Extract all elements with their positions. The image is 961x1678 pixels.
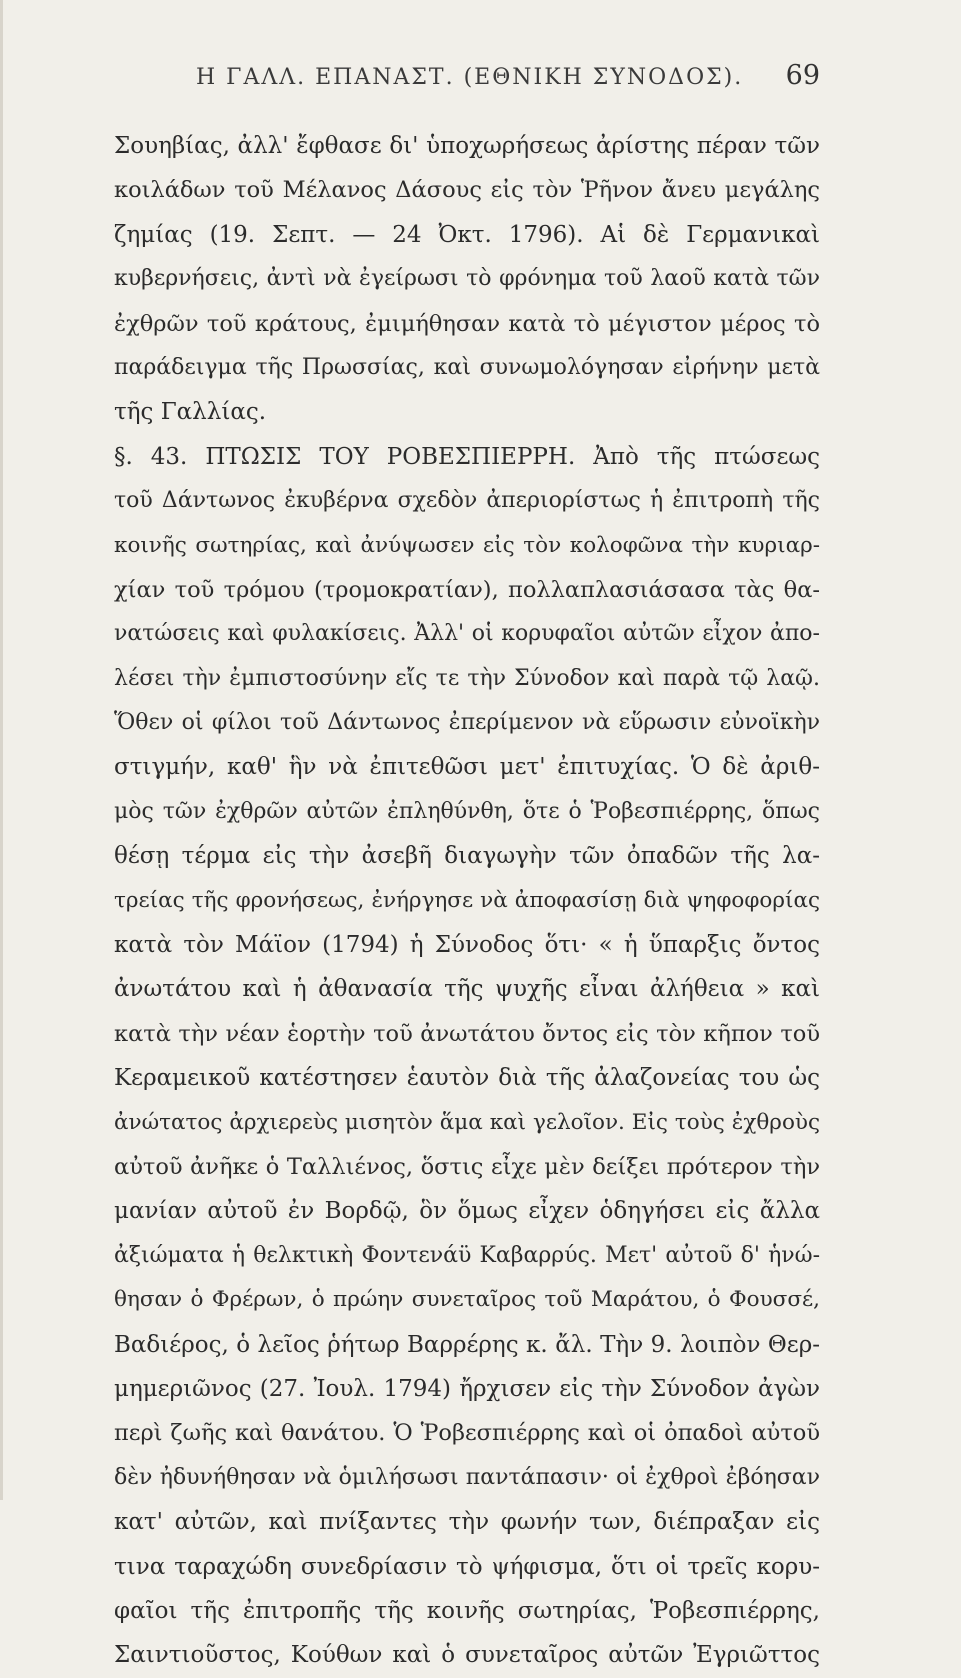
text-line: αὐτοῦ ἀνῆκε ὁ Ταλλιένος, ὅστις εἶχε μὲν δείξει πρότερον τὴν [114, 1153, 820, 1180]
text-line: στιγμήν, καθ' ἣν νὰ ἐπιτεθῶσι μετ' ἐπιτυχίας. Ὁ δὲ ἀριθ- [114, 754, 820, 781]
text-line: κυβερνήσεις, ἀντὶ νὰ ἐγείρωσι τὸ φρόνημα τοῦ λαοῦ κατὰ τῶν [114, 266, 820, 292]
section-heading-line: §. 43. ΠΤΩΣΙΣ ΤΟΥ ΡΟΒΕΣΠΙΕΡΡΗ. Ἀπὸ τῆς πτώσεως [114, 443, 820, 470]
text-line: μὸς τῶν ἐχθρῶν αὐτῶν ἐπληθύνθη, ὅτε ὁ Ῥοβεσπιέρρης, ὅπως [114, 798, 820, 824]
text-line: ζημίας (19. Σεπτ. — 24 Ὀκτ. 1796). Αἱ δὲ Γερμανικαὶ [114, 221, 820, 248]
text-line: κατ' αὐτῶν, καὶ πνίξαντες τὴν φωνήν των, διέπραξαν εἰς [114, 1509, 820, 1536]
text-line: τρείας τῆς φρονήσεως, ἐνήργησε νὰ ἀποφασίσῃ διὰ ψηφοφορίας [114, 887, 820, 913]
text-line: τινα ταραχώδη συνεδρίασιν τὸ ψήφισμα, ὅτι οἱ τρεῖς κορυ- [114, 1553, 820, 1580]
text-line: λέσει τὴν ἐμπιστοσύνην εἴς τε τὴν Σύνοδον καὶ παρὰ τῷ λαῷ. [114, 665, 820, 691]
page-edge [0, 0, 3, 1500]
text-line: ἀνώτατος ἀρχιερεὺς μισητὸν ἅμα καὶ γελοῖον. Εἰς τοὺς ἐχθροὺς [114, 1109, 820, 1135]
text-line: Βαδιέρος, ὁ λεῖος ῥήτωρ Βαρρέρης κ. ἄλ. Τὴν 9. λοιπὸν Θερ- [114, 1331, 820, 1358]
text-line: κοιλάδων τοῦ Μέλανος Δάσους εἰς τὸν Ῥῆνον ἄνευ μεγάλης [114, 177, 820, 204]
text-line: θησαν ὁ Φρέρων, ὁ πρώην συνεταῖρος τοῦ Μαράτου, ὁ Φουσσέ, [114, 1287, 820, 1313]
text-line: χίαν τοῦ τρόμου (τρομοκρατίαν), πολλαπλασιάσασα τὰς θα- [114, 576, 820, 603]
text-line: κατὰ τὸν Μάϊον (1794) ἡ Σύνοδος ὅτι· « ἡ ὕπαρξις ὄντος [114, 932, 820, 959]
text-line: νατώσεις καὶ φυλακίσεις. Ἀλλ' οἱ κορυφαῖοι αὐτῶν εἶχον ἀπο- [114, 621, 820, 647]
body-text [114, 124, 820, 1678]
text-line: τῆς Γαλλίας. [114, 399, 267, 426]
text-line: ἐχθρῶν τοῦ κράτους, ἐμιμήθησαν κατὰ τὸ μέγιστον μέρος τὸ [114, 310, 820, 337]
text-line: μανίαν αὐτοῦ ἐν Βορδῷ, ὃν ὅμως εἶχεν ὁδηγήσει εἰς ἄλλα [114, 1198, 820, 1225]
text-line: θέσῃ τέρμα εἰς τὴν ἀσεβῆ διαγωγὴν τῶν ὀπαδῶν τῆς λα- [114, 843, 820, 870]
text-line: Σουηβίας, ἀλλ' ἔφθασε δι' ὑποχωρήσεως ἀρίστης πέραν τῶν [114, 133, 820, 159]
text-line: Σαιντιοῦστος, Κούθων καὶ ὁ συνεταῖρος αὐτῶν Ἐγριῶττος [114, 1642, 820, 1669]
text-line: κοινῆς σωτηρίας, καὶ ἀνύψωσεν εἰς τὸν κολοφῶνα τὴν κυριαρ- [114, 532, 820, 558]
text-line: φαῖοι τῆς ἐπιτροπῆς τῆς κοινῆς σωτηρίας, Ῥοβεσπιέρρης, [114, 1597, 820, 1624]
text-line: Κεραμεικοῦ κατέστησεν ἑαυτὸν διὰ τῆς ἀλαζονείας του ὡς [114, 1065, 820, 1092]
text-line: δὲν ἠδυνήθησαν νὰ ὁμιλήσωσι παντάπασιν· οἱ ἐχθροὶ ἐβόησαν [114, 1464, 820, 1490]
page-number: 69 [785, 60, 820, 91]
text-line: κατὰ τὴν νέαν ἑορτὴν τοῦ ἀνωτάτου ὄντος εἰς τὸν κῆπον τοῦ [114, 1020, 820, 1047]
text-line: περὶ ζωῆς καὶ θανάτου. Ὁ Ῥοβεσπιέρρης καὶ οἱ ὀπαδοὶ αὐτοῦ [114, 1420, 820, 1447]
text-line: τοῦ Δάντωνος ἐκυβέρνα σχεδὸν ἀπεριορίστως ἡ ἐπιτροπὴ τῆς [114, 488, 820, 514]
text-line: ἀνωτάτου καὶ ἡ ἀθανασία τῆς ψυχῆς εἶναι ἀλήθεια » καὶ [114, 976, 820, 1003]
text-line: παράδειγμα τῆς Πρωσσίας, καὶ συνωμολόγησαν εἰρήνην μετὰ [114, 354, 820, 380]
text-line: ἀξιώματα ἡ θελκτικὴ Φοντενάϋ Καβαρρύς. Μετ' αὐτοῦ δ' ἡνώ- [114, 1242, 820, 1268]
text-line: Ὅθεν οἱ φίλοι τοῦ Δάντωνος ἐπερίμενον νὰ εὕρωσιν εὐνοϊκὴν [114, 710, 820, 736]
text-line: μημεριῶνος (27. Ἰουλ. 1794) ἤρχισεν εἰς τὴν Σύνοδον ἀγὼν [114, 1375, 820, 1402]
running-head-title: Η ΓΑΛΛ. ΕΠΑΝΑΣΤ. (ΕΘΝΙΚΗ ΣΥΝΟΔΟΣ). [196, 65, 744, 90]
running-header [196, 60, 820, 100]
